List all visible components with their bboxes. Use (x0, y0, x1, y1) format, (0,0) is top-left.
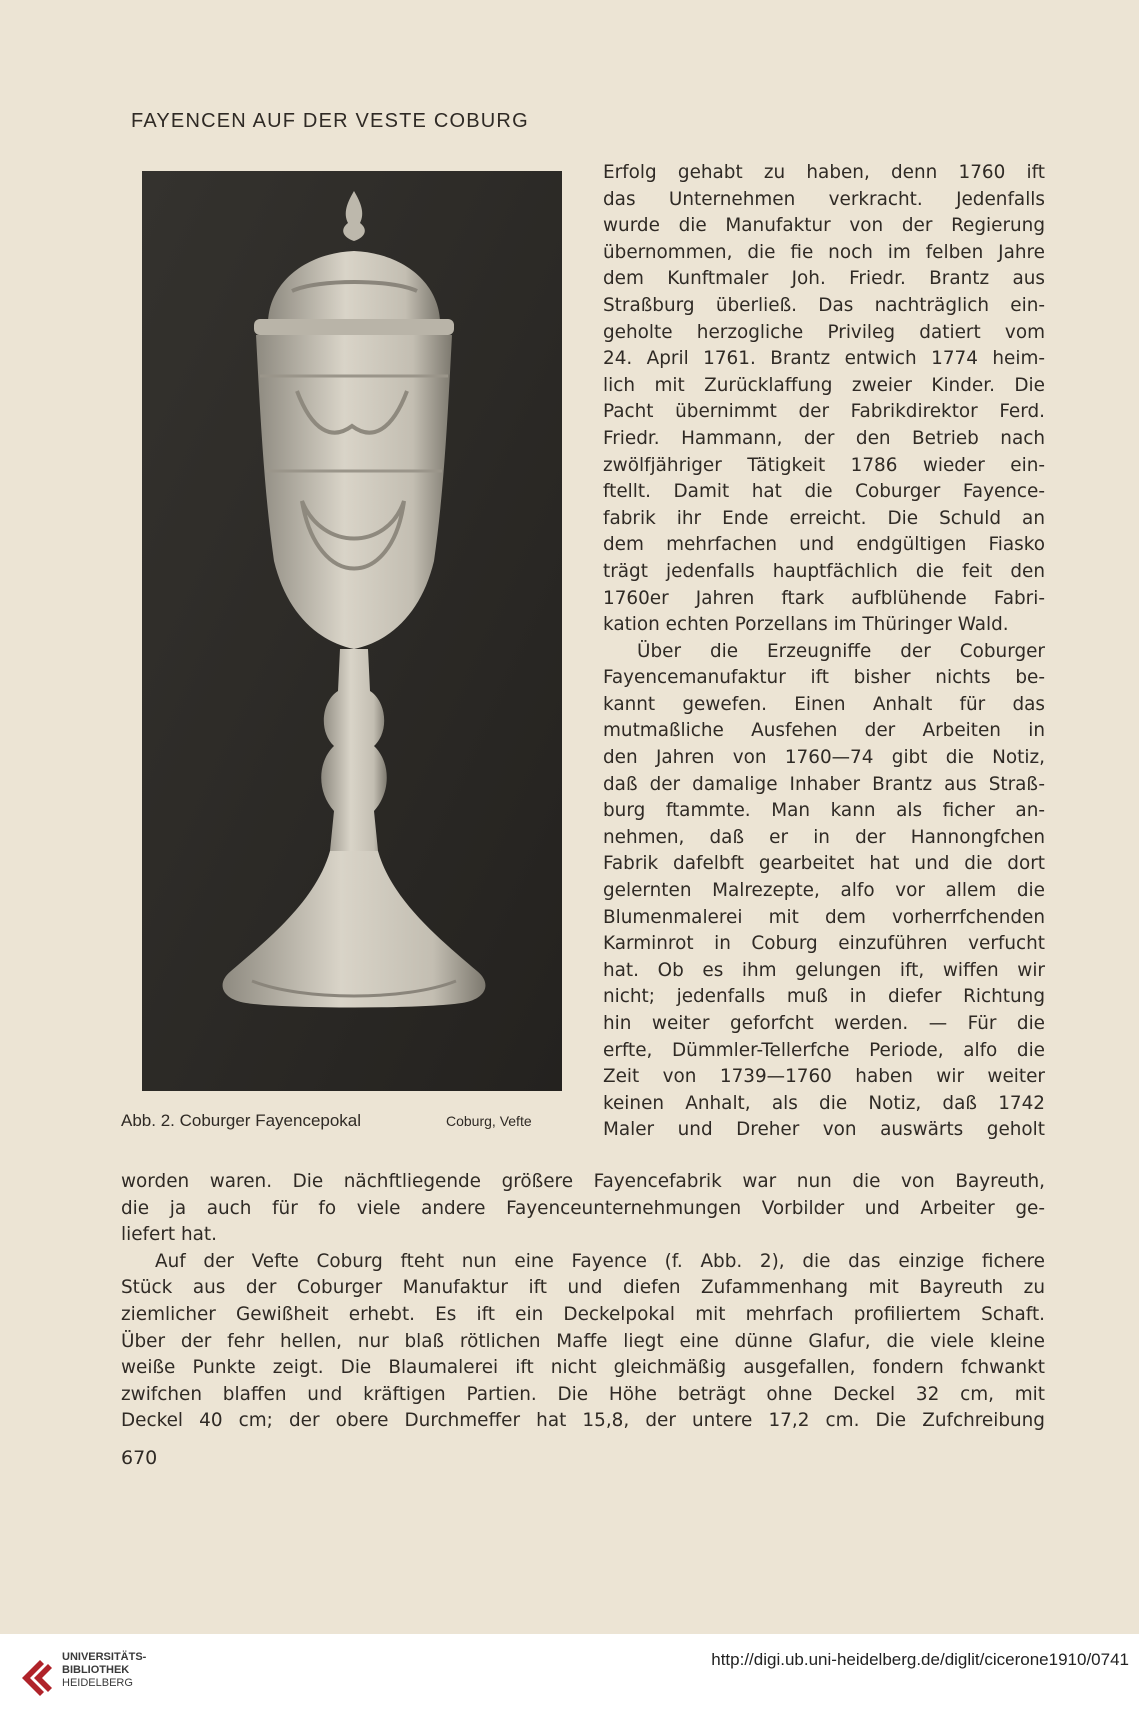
text-line: das Unternehmen verkracht. Jedenfalls (603, 188, 1045, 210)
text-line: Karminrot in Coburg einzuführen verfucht (603, 933, 1045, 955)
figure-photo-fayence-goblet (142, 171, 562, 1091)
running-head: FAYENCEN AUF DER VESTE COBURG (131, 110, 529, 132)
page-number: 670 (121, 1447, 158, 1469)
text-line: übernommen, die fie noch im felben Jahre (603, 241, 1045, 263)
text-line: fabrik ihr Ende erreicht. Die Schuld an (603, 507, 1045, 529)
library-name (62, 1651, 146, 1690)
caption-source: Coburg, Vefte (446, 1113, 532, 1129)
text-line: den Jahren von 1760—74 gibt die Notiz, (603, 747, 1045, 769)
text-line: trägt jedenfalls hauptfächlich die feit den (603, 560, 1045, 582)
permalink-url[interactable]: http://digi.ub.uni-heidelberg.de/diglit/cicerone1910/0741 (711, 1650, 1129, 1669)
text-line: hat. Ob es ihm gelungen ift, wiffen wir (603, 959, 1045, 981)
footer-bar (0, 1634, 1139, 1717)
text-line: kannt gewefen. Einen Anhalt für das (603, 693, 1045, 715)
library-name-line: BIBLIOTHEK (62, 1664, 130, 1676)
full-width-text (121, 1169, 1045, 1435)
text-line: Über der fehr hellen, nur blaß rötlichen Maffe liegt eine dünne Glafur, die viele kleine (121, 1330, 1045, 1352)
goblet-photo (142, 171, 562, 1091)
text-line: dem Kunftmaler Joh. Friedr. Brantz aus (603, 268, 1045, 290)
text-line: keinen Anhalt, als die Notiz, daß 1742 (603, 1092, 1045, 1114)
text-line: ziemlicher Gewißheit erhebt. Es ift ein Deckelpokal mit mehrfach profiliertem Schaft. (121, 1303, 1045, 1325)
text-line: die ja auch für fo viele andere Fayenceunternehmungen Vorbilder und Arbeiter ge- (121, 1197, 1045, 1219)
text-line: Fabrik dafelbft gearbeitet hat und die dort (603, 853, 1045, 875)
text-line: liefert hat. (121, 1224, 217, 1246)
library-name-line: UNIVERSITÄTS- (62, 1651, 147, 1663)
text-line: Pacht übernimmt der Fabrikdirektor Ferd. (603, 401, 1045, 423)
text-line: Erfolg gehabt zu haben, denn 1760 ift (603, 162, 1045, 183)
text-line: dem mehrfachen und endgültigen Fiasko (603, 534, 1045, 556)
text-line: Stück aus der Coburger Manufaktur ift und diefen Zufammenhang mit Bayreuth zu (121, 1277, 1045, 1299)
text-line: gelernten Malrezepte, alfo vor allem die (603, 880, 1045, 902)
text-line: Deckel 40 cm; der obere Durchmeffer hat 15,8, der untere 17,2 cm. Die Zufchreibung (121, 1410, 1045, 1432)
text-line: nicht; jedenfalls muß in diefer Richtung (603, 986, 1045, 1008)
text-line: kation echten Porzellans im Thüringer Wald. (603, 614, 1009, 636)
text-line: ftellt. Damit hat die Coburger Fayence- (603, 481, 1045, 503)
text-line: nehmen, daß er in der Hannongfchen (603, 826, 1045, 848)
text-line: burg ftammte. Man kann als ficher an- (603, 800, 1045, 822)
text-line: Fayencemanufaktur ift bisher nichts be- (603, 667, 1045, 689)
text-line: geholte herzogliche Privileg datiert vom (603, 321, 1045, 343)
text-line: 24. April 1761. Brantz entwich 1774 heim- (603, 348, 1045, 370)
text-line: Über die Erzeugniffe der Coburger (637, 640, 1045, 662)
library-name-line: HEIDELBERG (62, 1677, 133, 1689)
text-line: Auf der Vefte Coburg fteht nun eine Fayence (f. Abb. 2), die das einzige fichere (155, 1250, 1045, 1272)
text-line: Friedr. Hammann, der den Betrieb nach (603, 427, 1045, 449)
text-line: wurde die Manufaktur von der Regierung (603, 215, 1045, 237)
text-line: lich mit Zurücklaffung zweier Kinder. Die (603, 374, 1045, 396)
text-line: zwölfjähriger Tätigkeit 1786 wieder ein- (603, 454, 1045, 476)
text-line: Blumenmalerei mit dem vorherrfchenden (603, 906, 1045, 928)
text-line: daß der damalige Inhaber Brantz aus Straß- (603, 773, 1045, 795)
column-text (603, 160, 1045, 1144)
text-line: mutmaßliche Ausfehen der Arbeiten in (603, 720, 1045, 742)
text-line: Maler und Dreher von auswärts geholt (603, 1119, 1045, 1141)
text-line: erfte, Dümmler-Tellerfche Periode, alfo die (603, 1039, 1045, 1061)
text-line: Zeit von 1739—1760 haben wir weiter (603, 1066, 1045, 1088)
text-line: 1760er Jahren ftark aufblühende Fabri- (603, 587, 1045, 609)
text-line: hin weiter geforfcht werden. — Für die (603, 1013, 1045, 1034)
caption-title: Abb. 2. Coburger Fayencepokal (121, 1111, 362, 1130)
text-line: zwifchen blaffen und kräftigen Partien. Die Höhe beträgt ohne Deckel 32 cm, mit (121, 1383, 1045, 1405)
text-line: weiße Punkte zeigt. Die Blaumalerei ift nicht gleichmäßig ausgefallen, fondern fchwankt (121, 1357, 1045, 1379)
text-line: worden waren. Die nächftliegende größere Fayencefabrik war nun die von Bayreuth, (121, 1171, 1045, 1192)
text-line: Straßburg überließ. Das nachträglich ein- (603, 294, 1045, 316)
